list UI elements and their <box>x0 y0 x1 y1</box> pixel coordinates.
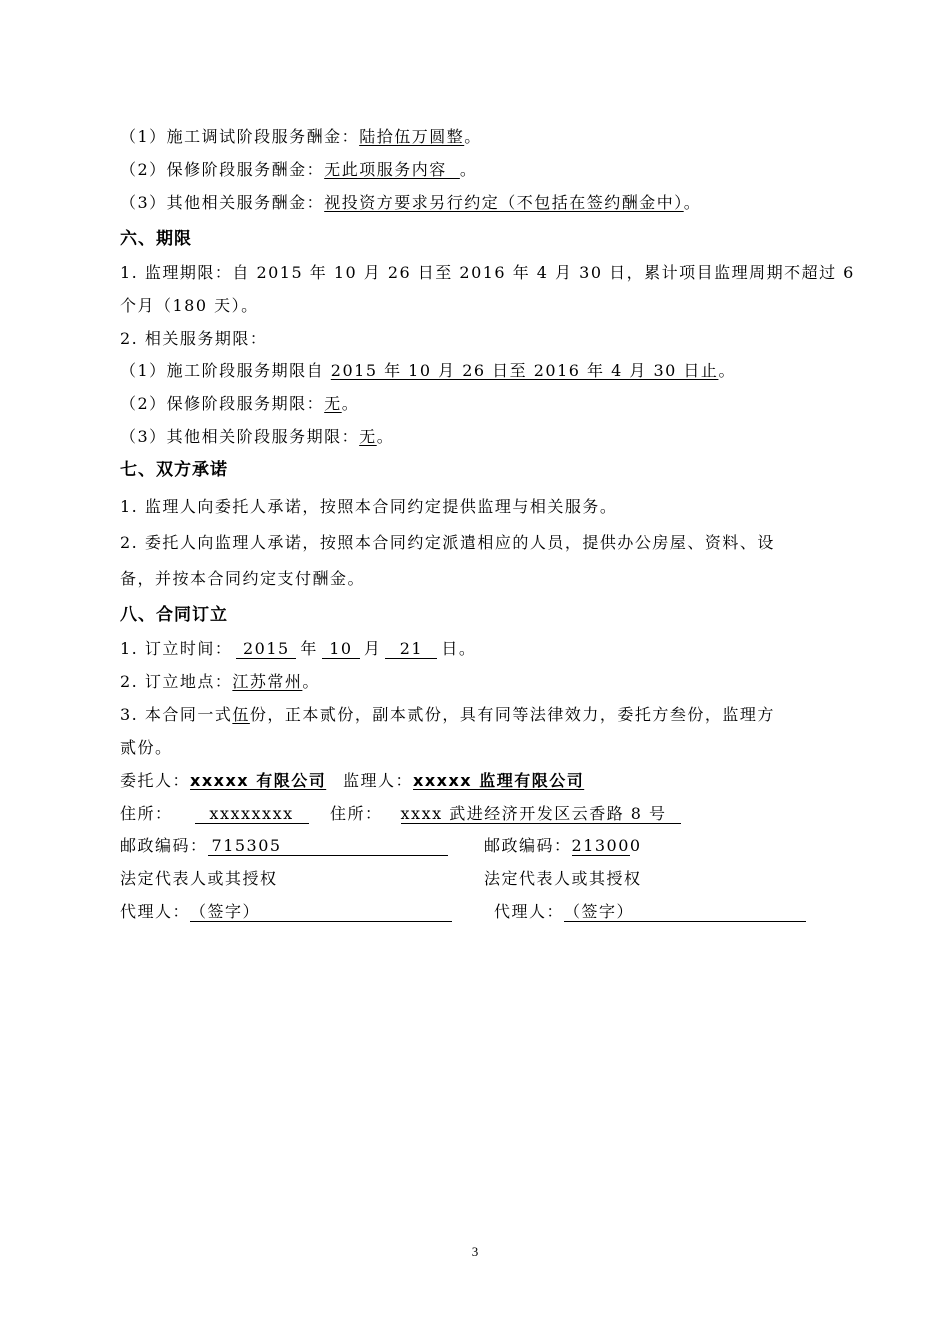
year-unit: 年 <box>300 639 318 658</box>
term-sub-3 <box>120 427 394 447</box>
signing-date <box>120 639 476 659</box>
punctuation: 。 <box>459 160 478 179</box>
client-representative: 法定代表人或其授权 <box>120 869 278 888</box>
term-sub-value: 无 <box>324 394 342 413</box>
term-sub-label: （2）保修阶段服务期限： <box>120 394 325 413</box>
punctuation: 。 <box>376 427 395 446</box>
supervisor-postcode-value: 213000 <box>571 836 642 855</box>
section-heading-term: 六、期限 <box>120 229 192 249</box>
signing-month: 10 <box>322 640 360 659</box>
client-postcode <box>120 836 448 856</box>
punctuation: 。 <box>302 672 320 691</box>
term-item-1-line-2: 个月（180 天）。 <box>120 296 259 315</box>
supervisor-address-value: xxxx 武进经济开发区云香路 8 号 <box>401 805 681 824</box>
supervisor-party <box>343 771 584 791</box>
month-unit: 月 <box>363 639 382 658</box>
fee-value: 无此项服务内容 <box>324 160 460 179</box>
address-label: 住所： <box>330 804 383 823</box>
fee-label: （1）施工调试阶段服务酬金： <box>120 127 360 146</box>
copies-detail: 份，正本贰份，副本贰份，具有同等法律效力，委托方叁份，监理方 <box>249 705 775 724</box>
client-agent <box>120 902 452 922</box>
term-item-2: 2. 相关服务期限： <box>120 329 268 348</box>
client-party <box>120 771 326 791</box>
signing-year: 2015 <box>236 640 296 659</box>
agent-label: 代理人： <box>120 902 191 921</box>
punctuation: 。 <box>464 127 482 146</box>
section-heading-signing: 八、合同订立 <box>120 605 228 625</box>
fee-label: （2）保修阶段服务酬金： <box>120 160 325 179</box>
fee-line-3 <box>120 193 701 213</box>
agent-label: 代理人： <box>494 902 565 921</box>
client-label: 委托人： <box>120 771 191 790</box>
supervisor-label: 监理人： <box>343 771 414 790</box>
signing-place-value: 江苏常州 <box>232 672 303 691</box>
supervisor-postcode <box>484 836 642 856</box>
fee-label: （3）其他相关服务酬金： <box>120 193 325 212</box>
supervisor-representative: 法定代表人或其授权 <box>484 869 642 888</box>
copies-line-2: 贰份。 <box>120 738 173 757</box>
fee-line-2 <box>120 160 477 180</box>
fee-value: 视投资方要求另行约定（不包括在签约酬金中） <box>324 193 684 212</box>
copies-count: 伍 <box>232 705 250 724</box>
page-number: 3 <box>471 1244 479 1259</box>
supervisor-signature-field: （签字） <box>564 903 806 922</box>
day-unit: 日。 <box>441 639 477 658</box>
term-sub-label: （3）其他相关阶段服务期限： <box>120 427 360 446</box>
punctuation: 。 <box>718 361 736 380</box>
commitment-item-2-line-2: 备，并按本合同约定支付酬金。 <box>120 569 366 588</box>
supervisor-name: xxxxx 监理有限公司 <box>413 771 585 790</box>
copies-line-1 <box>120 705 775 725</box>
punctuation: 。 <box>341 394 360 413</box>
supervisor-agent <box>494 902 806 922</box>
term-sub-1 <box>120 361 736 381</box>
copies-label: 3. 本合同一式 <box>120 705 233 724</box>
client-signature-field: （签字） <box>190 903 452 922</box>
address-label: 住所： <box>120 804 173 823</box>
client-postcode-value: 715305 <box>208 837 448 856</box>
postcode-label: 邮政编码： <box>120 836 208 855</box>
postcode-label: 邮政编码： <box>484 836 572 855</box>
signing-place-label: 2. 订立地点： <box>120 672 233 691</box>
client-address <box>120 804 309 824</box>
term-sub-value: 2015 年 10 月 26 日至 2016 年 4 月 30 日止 <box>330 361 719 380</box>
fee-line-1 <box>120 127 482 147</box>
commitment-item-1: 1. 监理人向委托人承诺，按照本合同约定提供监理与相关服务。 <box>120 497 618 516</box>
client-address-value: xxxxxxxx <box>195 805 309 824</box>
signing-date-label: 1. 订立时间： <box>120 639 233 658</box>
signing-place <box>120 672 320 692</box>
term-item-1-line-1: 1. 监理期限：自 2015 年 10 月 26 日至 2016 年 4 月 30 日，累计项目监理周期不超过 6 <box>120 263 855 282</box>
term-sub-label: （1）施工阶段服务期限自 <box>120 361 331 380</box>
client-name: xxxxx 有限公司 <box>190 771 327 790</box>
signing-day: 21 <box>385 640 437 659</box>
commitment-item-2-line-1: 2. 委托人向监理人承诺，按照本合同约定派遣相应的人员，提供办公房屋、资料、设 <box>120 533 775 552</box>
punctuation: 。 <box>683 193 702 212</box>
term-sub-2 <box>120 394 359 414</box>
section-heading-commitments: 七、双方承诺 <box>120 460 228 480</box>
supervisor-address <box>330 804 681 824</box>
term-sub-value: 无 <box>359 427 377 446</box>
fee-value: 陆拾伍万圆整 <box>359 127 465 146</box>
